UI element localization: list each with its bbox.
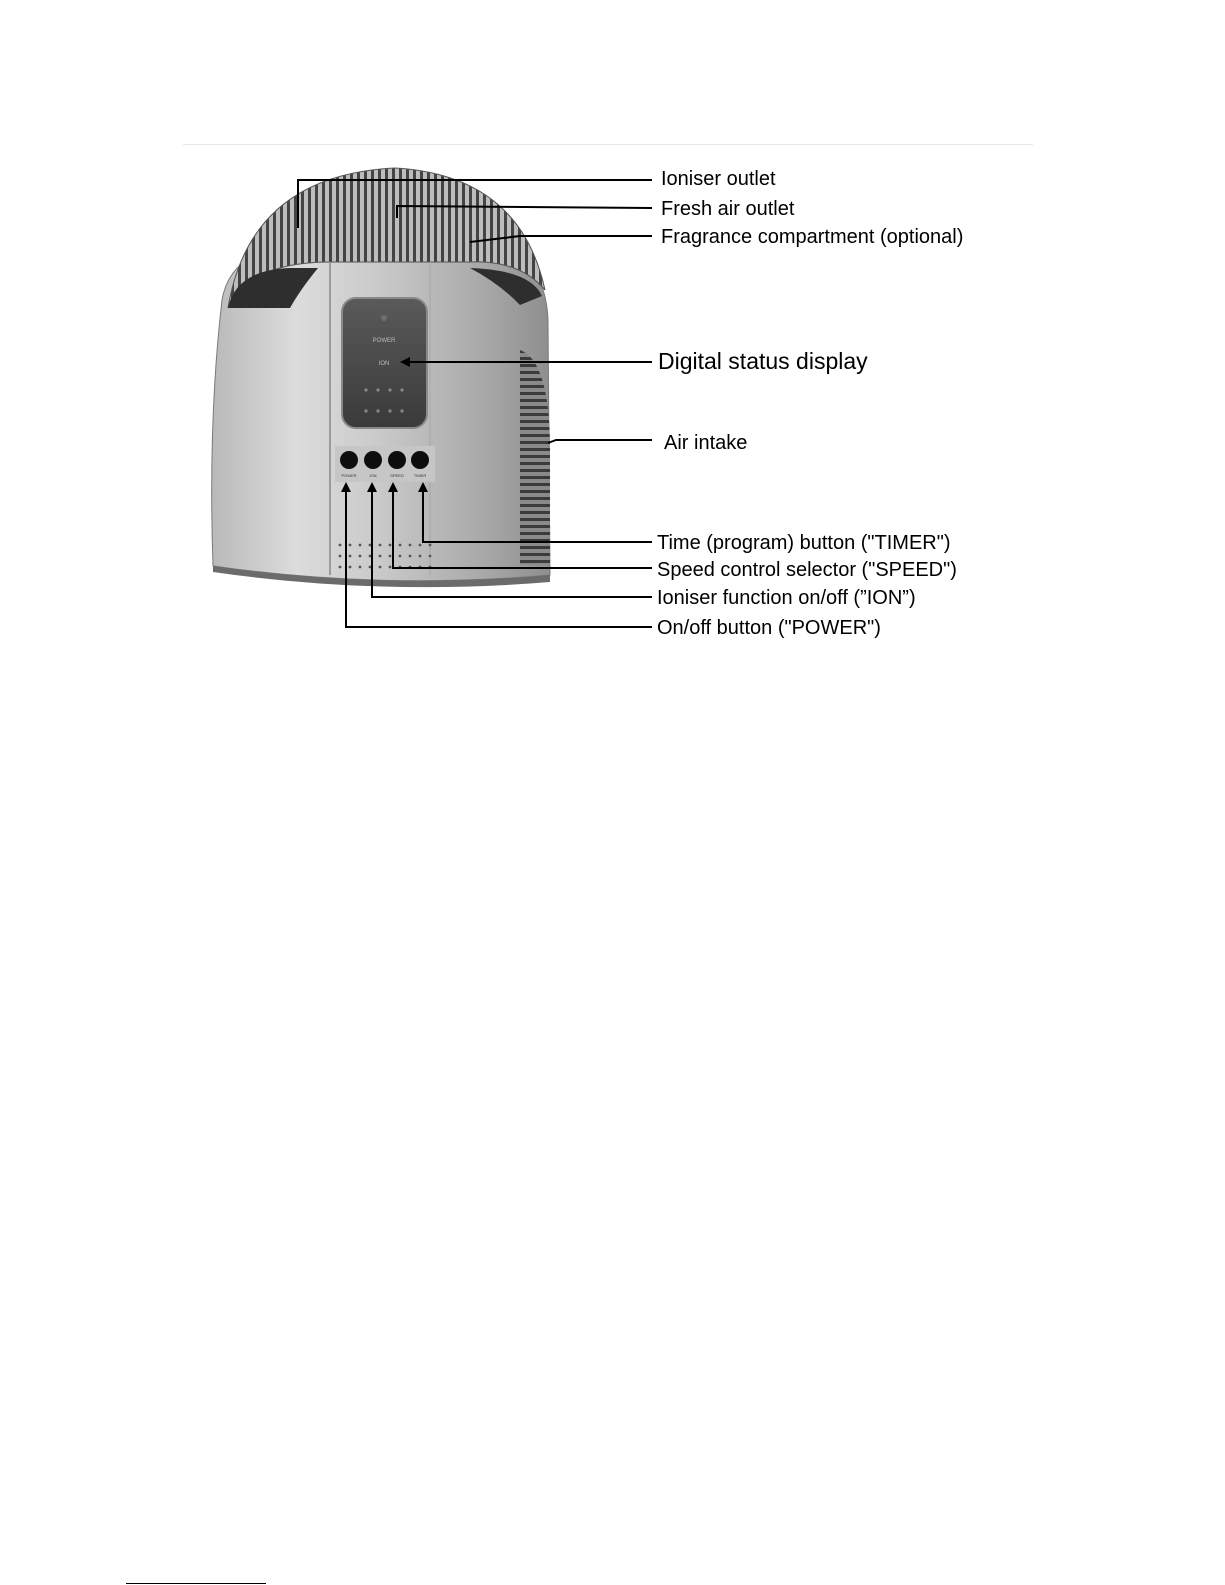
timer-button — [411, 451, 429, 469]
speed-caption: SPEED — [390, 473, 404, 478]
label-timer-button: Time (program) button ("TIMER") — [657, 532, 951, 554]
ion-caption: ION — [369, 473, 377, 478]
air-purifier-diagram — [0, 0, 1225, 700]
label-digital-status-display: Digital status display — [658, 348, 868, 374]
label-ioniser-outlet: Ioniser outlet — [661, 168, 776, 190]
display-line-1: POWER — [372, 338, 396, 344]
leader-air-intake — [548, 440, 652, 443]
label-power-button: On/off button ("POWER") — [657, 617, 881, 639]
label-fragrance-compartment: Fragrance compartment (optional) — [661, 226, 964, 248]
control-buttons — [335, 446, 435, 482]
label-fresh-air-outlet: Fresh air outlet — [661, 198, 795, 220]
speed-button — [388, 451, 406, 469]
label-speed-selector: Speed control selector ("SPEED") — [657, 559, 957, 581]
power-button — [340, 451, 358, 469]
power-caption: POWER — [341, 473, 357, 478]
label-ion-function: Ioniser function on/off (”ION”) — [657, 587, 916, 609]
ion-button — [364, 451, 382, 469]
label-air-intake: Air intake — [664, 432, 748, 454]
timer-caption: TIMER — [413, 473, 427, 478]
display-line-2: ION — [378, 361, 390, 367]
footnote-rule — [126, 1583, 266, 1584]
